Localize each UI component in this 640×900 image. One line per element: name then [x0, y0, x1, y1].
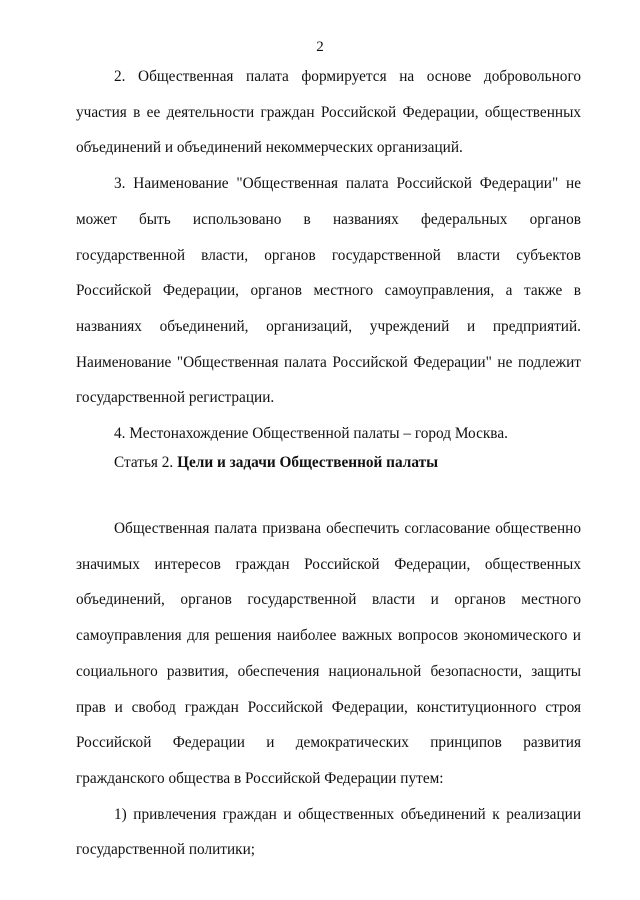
- clause-paragraph: 3. Наименование "Общественная палата Российской Федерации" не может быть использовано в названиях федеральных органов государственной власти, органов государственной власти субъектов Российской Федерации, органов местного самоуправления, а также в названиях объединений, организаций, учреждений и предприятий. Наименование "Общественная палата Российской Федерации" не подлежит государственной регистрации.: [76, 175, 581, 407]
- article-body-block: [76, 511, 581, 868]
- clause-paragraph: 2. Общественная палата формируется на основе добровольного участия в ее деятельности граждан Российской Федерации, общественных объединений и объединений некоммерческих организаций.: [76, 68, 581, 157]
- clauses-block: [76, 59, 581, 452]
- clause-paragraph: 4. Местонахождение Общественной палаты – город Москва.: [114, 425, 508, 443]
- body-paragraph: Общественная палата призвана обеспечить согласование общественно значимых интересов граждан Российской Федерации, общественных объединений, органов государственной власти и органов местного самоуправления для решения наиболее важных вопросов экономического и социального развития, обеспечения национальной безопасности, защиты прав и свобод граждан Российской Федерации, конституционного строя Российской Федерации и демократических принципов развития гражданского общества в Российской Федерации путем:: [76, 520, 581, 787]
- article-heading: [76, 445, 581, 481]
- article-heading-block: [76, 445, 581, 481]
- page-number: 2: [316, 39, 324, 55]
- article-number: Статья 2.: [114, 454, 174, 471]
- article-title: Цели и задачи Общественной палаты: [177, 454, 439, 471]
- list-item: 1) привлечения граждан и общественных объединений к реализации государственной политики;: [76, 805, 581, 859]
